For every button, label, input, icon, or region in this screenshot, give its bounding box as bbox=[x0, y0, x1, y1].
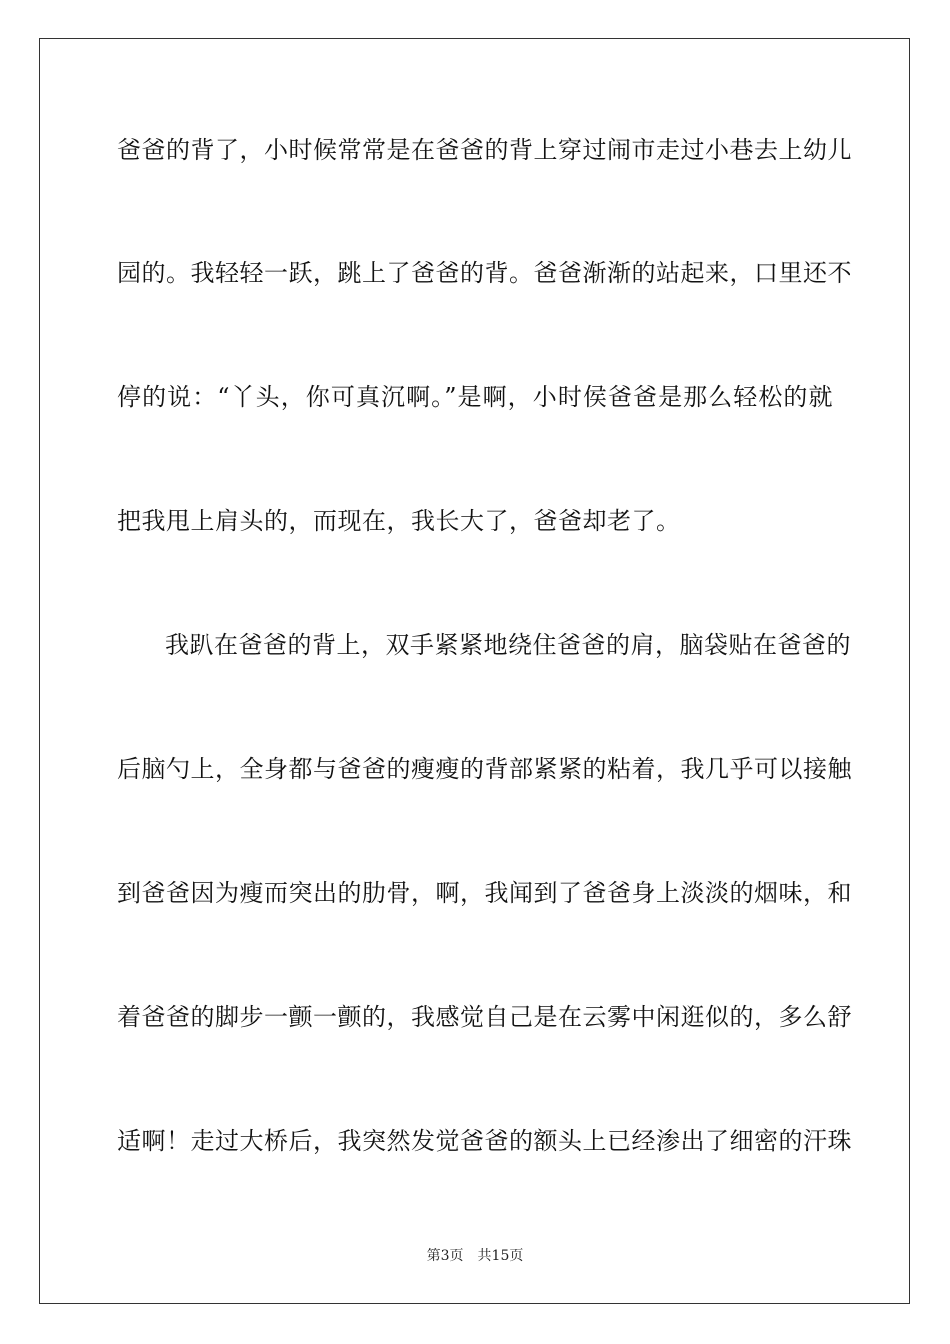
paragraph-line: 后脑勺上，全身都与爸爸的瘦瘦的背部紧紧的粘着，我几乎可以接触 bbox=[117, 755, 852, 783]
paragraph-line: 停的说：“丫头，你可真沉啊。”是啊，小时侯爸爸是那么轻松的就 bbox=[117, 383, 833, 411]
page-total: 共15页 bbox=[477, 1248, 524, 1264]
paragraph-line: 把我甩上肩头的，而现在，我长大了，爸爸却老了。 bbox=[117, 507, 681, 535]
paragraph-line: 着爸爸的脚步一颤一颤的，我感觉自己是在云雾中闲逛似的，多么舒 bbox=[117, 1003, 852, 1031]
page-number: 第3页 bbox=[426, 1248, 464, 1264]
page-footer bbox=[0, 1247, 950, 1265]
paragraph-line: 适啊！走过大桥后，我突然发觉爸爸的额头上已经渗出了细密的汗珠 bbox=[117, 1127, 852, 1155]
paragraph-line: 到爸爸因为瘦而突出的肋骨，啊，我闻到了爸爸身上淡淡的烟味，和 bbox=[117, 879, 852, 907]
paragraph-line: 爸爸的背了，小时候常常是在爸爸的背上穿过闹市走过小巷去上幼儿 bbox=[117, 136, 852, 164]
paragraph-line: 园的。我轻轻一跃，跳上了爸爸的背。爸爸渐渐的站起来，口里还不 bbox=[117, 259, 852, 287]
paragraph-line: 我趴在爸爸的背上，双手紧紧地绕住爸爸的肩，脑袋贴在爸爸的 bbox=[165, 631, 851, 659]
page-border bbox=[39, 38, 910, 1304]
